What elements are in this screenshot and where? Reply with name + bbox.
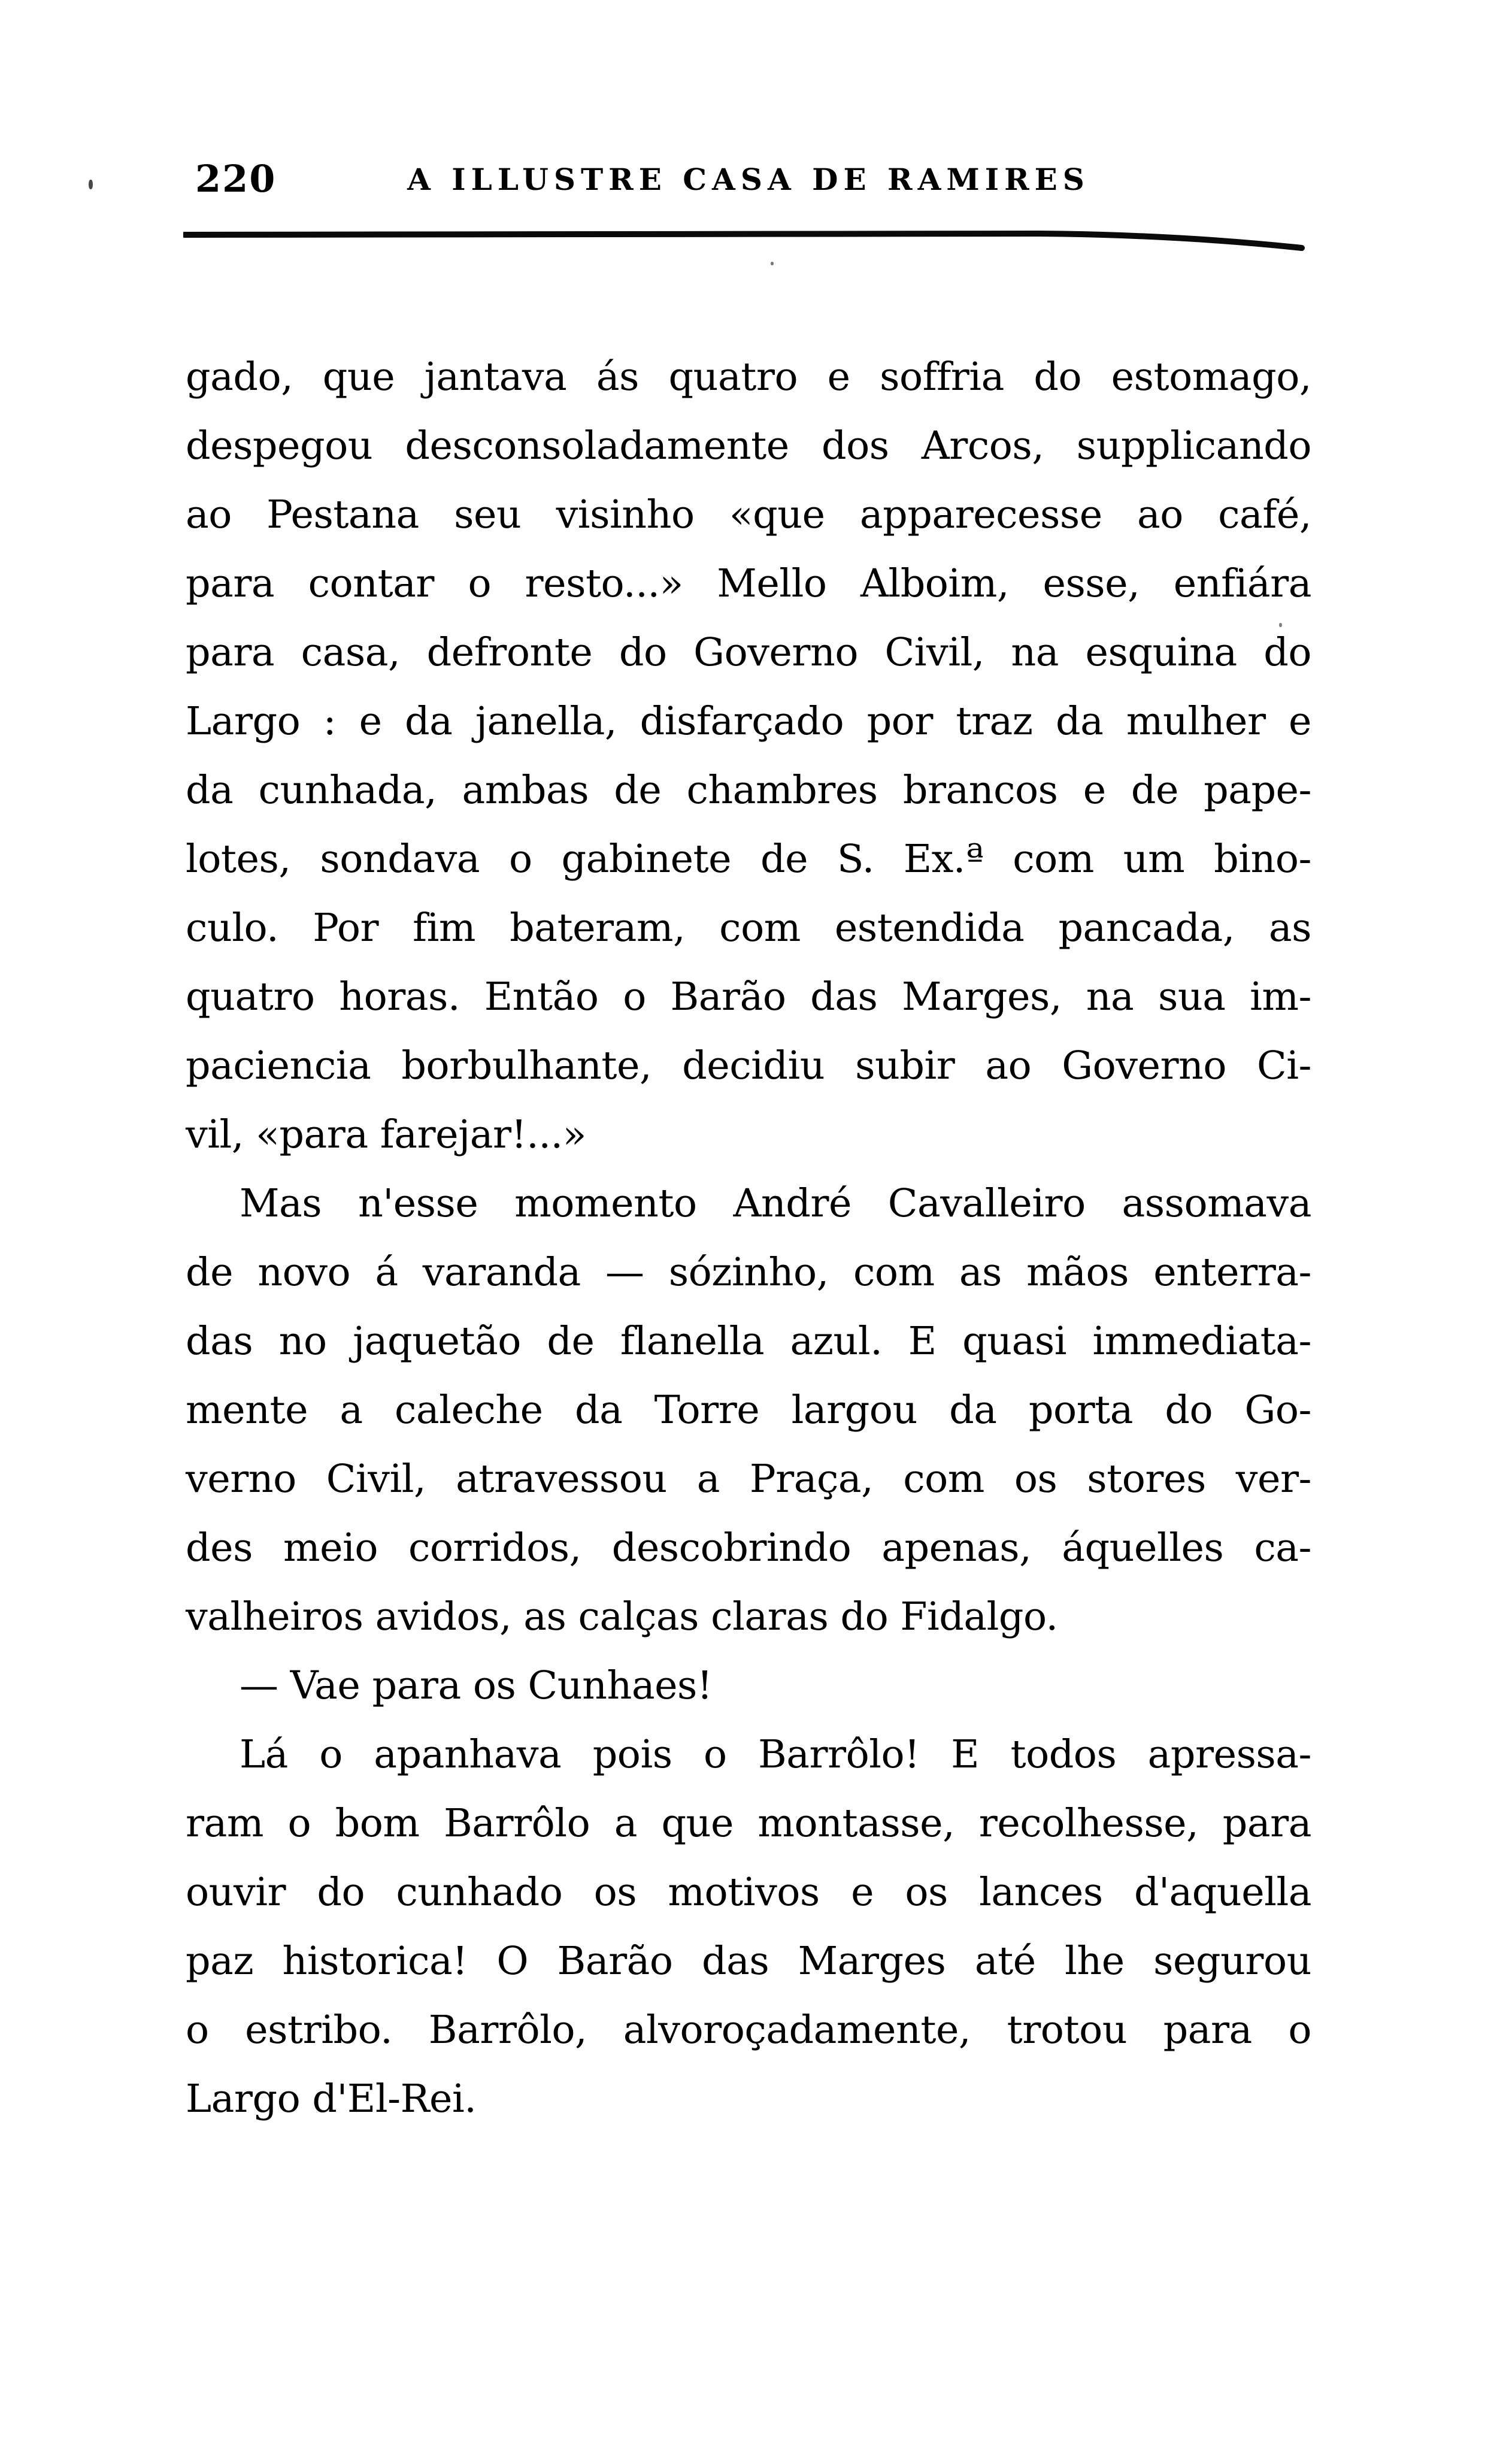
text-line: des meio corridos, descobrindo apenas, áquelles ca- [186,1525,1311,1570]
page-number: 220 [195,157,277,201]
text-line: para contar o resto...» Mello Alboim, esse, enfiára [186,561,1311,606]
text-line: da cunhada, ambas de chambres brancos e de pape- [186,768,1311,813]
text-line: de novo á varanda — sózinho, com as mãos enterra- [186,1250,1311,1295]
scan-speck [1279,623,1282,627]
page-header [186,155,1311,214]
running-title: A ILLUSTRE CASA DE RAMIRES [407,162,1090,197]
text-line: das no jaquetão de flanella azul. E quasi immediata- [186,1319,1311,1364]
text-line: paz historica! O Barão das Marges até lhe segurou [186,1939,1311,1984]
scan-speck [89,180,93,189]
text-line: ao Pestana seu visinho «que apparecesse ao café, [186,492,1311,537]
text-line: ram o bom Barrôlo a que montasse, recolhesse, para [186,1801,1311,1846]
text-line: ouvir do cunhado os motivos e os lances d'aquella [186,1870,1311,1915]
text-line: quatro horas. Então o Barão das Marges, na sua im- [186,974,1311,1019]
scan-speck [771,262,774,265]
text-line: paciencia borbulhante, decidiu subir ao Governo Ci- [186,1043,1311,1088]
text-line: o estribo. Barrôlo, alvoroçadamente, trotou para o [186,2008,1311,2053]
text-line: — Vae para os Cunhaes! [240,1663,713,1708]
text-line: Mas n'esse momento André Cavalleiro assomava [240,1181,1311,1226]
text-line: mente a caleche da Torre largou da porta do Go- [186,1388,1311,1433]
text-line: valheiros avidos, as calças claras do Fidalgo. [186,1594,1058,1639]
text-line: culo. Por fim bateram, com estendida pancada, as [186,906,1311,951]
text-line: Lá o apanhava pois o Barrôlo! E todos apressa- [240,1732,1311,1777]
text-line: lotes, sondava o gabinete de S. Ex.ª com um bino- [186,837,1311,882]
header-rule [183,229,1315,259]
text-line: verno Civil, atravessou a Praça, com os stores ver- [186,1457,1311,1502]
text-line: Largo d'El-Rei. [186,2076,477,2121]
text-line: Largo : e da janella, disfarçado por traz da mulher e [186,699,1311,744]
text-line: vil, «para farejar!...» [186,1112,586,1157]
text-line: para casa, defronte do Governo Civil, na esquina do [186,630,1311,675]
text-line: gado, que jantava ás quatro e soffria do estomago, [186,355,1311,399]
text-line: despegou desconsoladamente dos Arcos, supplicando [186,423,1311,468]
page-body [186,343,1311,2133]
